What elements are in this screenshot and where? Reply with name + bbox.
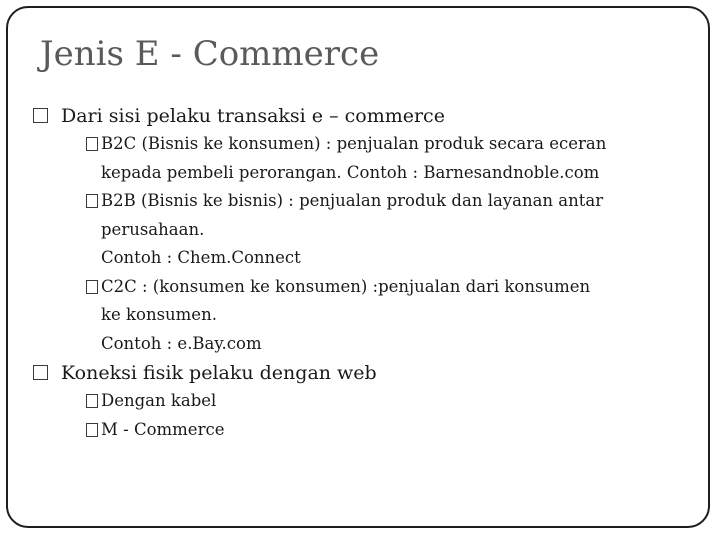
sub-bullet-line: perusahaan. [101,219,205,239]
bullet-text: Dari sisi pelaku transaksi e – commerce [61,105,445,127]
box-bullet-icon [86,394,98,408]
bullet-text: Koneksi fisik pelaku dengan web [61,362,377,384]
box-bullet-icon [86,194,98,208]
sub-bullet-line: Contoh : e.Bay.com [101,333,262,353]
bullet-pelaku-transaksi [33,103,693,130]
sub-list-koneksi-fisik [86,387,693,444]
sub-bullet-line: ke konsumen. [101,305,217,324]
sub-bullet-line: Contoh : Chem.Connect [101,248,301,267]
sub-bullet-m-commerce [86,416,693,445]
box-bullet-icon [86,280,98,294]
box-bullet-icon [86,137,98,151]
sub-bullet-line: Dengan kabel [101,391,217,410]
square-bullet-icon [33,365,48,380]
sub-bullet-dengan-kabel [86,387,693,416]
sub-bullet-line: B2B (Bisnis ke bisnis) : penjualan produk dan layanan antar [101,191,604,210]
slide-title: Jenis E - Commerce [40,34,380,74]
sub-bullet-c2c [86,273,693,359]
box-bullet-icon [86,423,98,437]
sub-list-pelaku-transaksi [86,130,693,358]
sub-bullet-line: B2C (Bisnis ke konsumen) : penjualan produk secara eceran [101,134,607,153]
slide-content [33,103,693,444]
sub-bullet-line: kepada pembeli perorangan. Contoh : Barnesandnoble.com [101,162,600,182]
sub-bullet-line: C2C : (konsumen ke konsumen) :penjualan dari konsumen [101,276,591,296]
sub-bullet-line: M - Commerce [101,419,225,439]
bullet-koneksi-fisik [33,360,693,387]
sub-bullet-b2b [86,187,693,273]
sub-bullet-b2c [86,130,693,187]
square-bullet-icon [33,108,48,123]
